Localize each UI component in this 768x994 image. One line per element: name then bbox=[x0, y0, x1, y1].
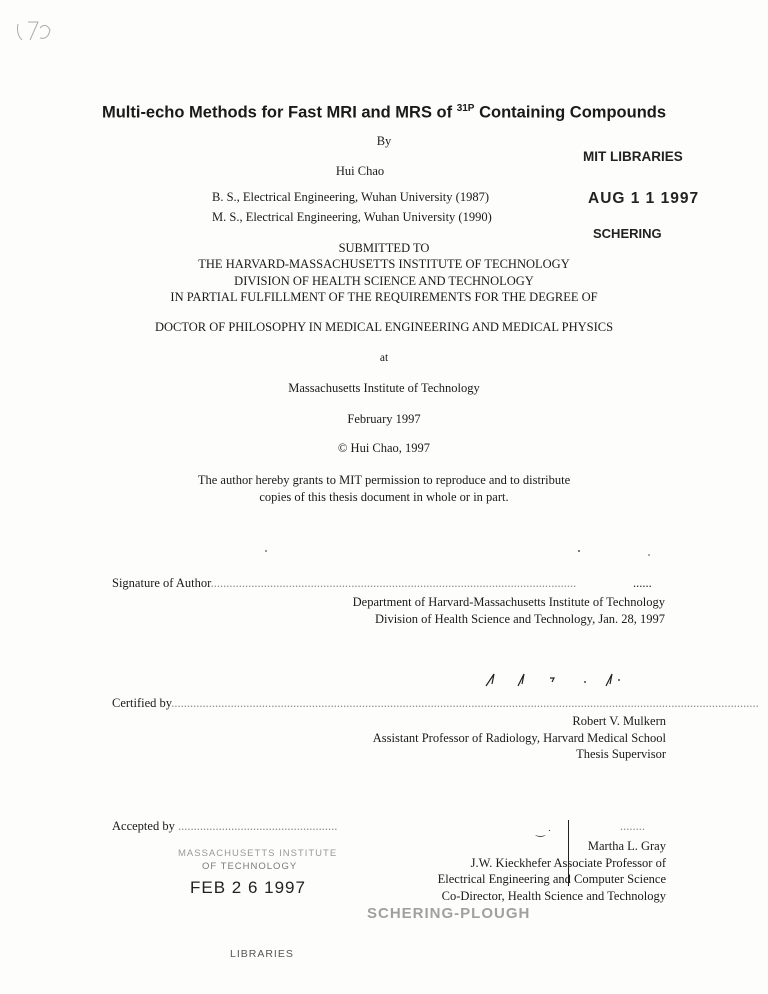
prior-degrees bbox=[212, 187, 492, 227]
author-name: Hui Chao bbox=[335, 164, 385, 178]
accepted-line: Accepted by ................................................... bbox=[112, 819, 338, 833]
author-affiliation: Department of Harvard-Massachusetts Institute of Technology Division of Health Science and Technology, Jan. 28, 1997 bbox=[352, 595, 665, 626]
copyright: © Hui Chao, 1997 bbox=[337, 441, 431, 455]
supervisor-block bbox=[300, 713, 666, 763]
chair-dept: Electrical Engineering and Computer Science bbox=[437, 872, 666, 886]
chair-title: J.W. Kieckhefer Associate Professor of bbox=[470, 855, 666, 870]
library-stamp-name: MIT LIBRARIES bbox=[583, 149, 683, 164]
library-stamp-dept: SCHERING bbox=[593, 226, 662, 241]
speck bbox=[265, 550, 267, 552]
permission-statement: The author hereby grants to MIT permission to reproduce and to distribute copies of this thesis document in whole or in part. bbox=[197, 473, 571, 504]
submission-block bbox=[0, 240, 768, 305]
signature-dots-tail: ...... bbox=[633, 576, 652, 590]
archive-stamp-line2: OF TECHNOLOGY bbox=[202, 861, 298, 872]
degree-name: DOCTOR OF PHILOSOPHY IN MEDICAL ENGINEERING AND MEDICAL PHYSICS bbox=[154, 320, 614, 334]
chair-role: Co-Director, Health Science and Technology bbox=[441, 888, 666, 903]
degree-ms: M. S., Electrical Engineering, Wuhan University (1990) bbox=[212, 210, 492, 224]
speck bbox=[648, 554, 650, 556]
committee-chair-block bbox=[380, 838, 666, 904]
accepted-label: Accepted by bbox=[112, 819, 175, 833]
archive-stamp-date: FEB 2 6 1997 bbox=[190, 878, 306, 897]
signature-label: Signature of Author bbox=[112, 576, 211, 590]
submission-line: THE HARVARD-MASSACHUSETTS INSTITUTE OF TECHNOLOGY bbox=[198, 257, 570, 272]
archive-stamp-libraries: LIBRARIES bbox=[230, 948, 294, 960]
submission-line: IN PARTIAL FULFILLMENT OF THE REQUIREMENTS FOR THE DEGREE OF bbox=[170, 289, 598, 304]
by-line: By bbox=[376, 134, 392, 148]
schering-plough-stamp: SCHERING-PLOUGH bbox=[367, 905, 531, 922]
supervisor-title: Assistant Professor of Radiology, Harvard Medical School bbox=[372, 730, 666, 745]
submission-line: DIVISION OF HEALTH SCIENCE AND TECHNOLOGY bbox=[234, 273, 534, 288]
corner-scribble bbox=[12, 14, 56, 48]
at-line: at bbox=[379, 352, 389, 364]
accepted-dots-tail: ........ bbox=[620, 819, 645, 833]
supervisor-signature bbox=[480, 668, 630, 690]
supervisor-name: Robert V. Mulkern bbox=[572, 714, 666, 728]
accepted-signature-mark: ‿ · bbox=[536, 825, 552, 837]
submission-date: February 1997 bbox=[347, 412, 421, 426]
certified-label: Certified by bbox=[112, 696, 172, 710]
certified-line: Certified by............................................................................................................................................................................................ bbox=[112, 696, 759, 710]
library-stamp-date: AUG 1 1 1997 bbox=[588, 190, 700, 207]
degree-bs: B. S., Electrical Engineering, Wuhan University (1987) bbox=[212, 190, 489, 204]
thesis-title: Multi-echo Methods for Fast MRI and MRS of $^{31P}$ Containing Compounds bbox=[101, 103, 667, 122]
speck bbox=[578, 550, 580, 552]
chair-name: Martha L. Gray bbox=[587, 839, 666, 853]
institution: Massachusetts Institute of Technology bbox=[288, 381, 480, 395]
archive-stamp-line1: MASSACHUSETTS INSTITUTE bbox=[178, 848, 338, 859]
signature-line: Signature of Author..................................................................................................................... bbox=[112, 576, 577, 590]
supervisor-role: Thesis Supervisor bbox=[576, 747, 666, 761]
submission-line: SUBMITTED TO bbox=[338, 241, 430, 255]
